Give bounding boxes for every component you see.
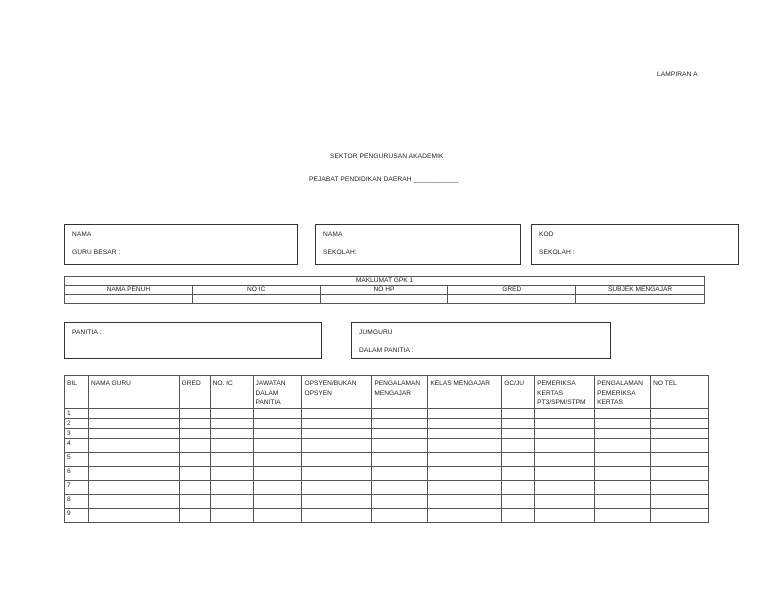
header-kelas-mengajar: KELAS MENGAJAR (428, 376, 502, 409)
panitia-label: PANITIA : (72, 329, 102, 336)
table-cell[interactable] (535, 428, 595, 438)
table-cell[interactable] (88, 508, 179, 522)
nama-sekolah-label-2: SEKOLAH: (323, 249, 357, 256)
table-cell[interactable] (651, 508, 709, 522)
lampiran-label: LAMPIRAN A (657, 71, 698, 78)
table-cell[interactable] (651, 438, 709, 452)
table-cell[interactable] (253, 466, 302, 480)
table-cell[interactable] (302, 494, 372, 508)
table-cell[interactable] (651, 480, 709, 494)
table-cell[interactable] (372, 466, 428, 480)
table-cell[interactable] (372, 452, 428, 466)
table-cell[interactable] (179, 494, 210, 508)
table-cell[interactable] (372, 418, 428, 428)
panitia-box[interactable] (64, 322, 322, 359)
table-cell[interactable] (651, 466, 709, 480)
table-cell[interactable] (535, 494, 595, 508)
table-row (65, 418, 709, 428)
table-cell[interactable] (535, 438, 595, 452)
table-cell[interactable] (253, 418, 302, 428)
row-number: 1 (65, 408, 89, 418)
gpk-cell[interactable] (576, 295, 705, 304)
header-gred: GRED (179, 376, 210, 409)
table-cell[interactable] (302, 438, 372, 452)
table-cell[interactable] (502, 408, 535, 418)
table-cell[interactable] (502, 418, 535, 428)
kod-sekolah-label-2: SEKOLAH : (539, 249, 575, 256)
table-cell[interactable] (210, 418, 253, 428)
table-cell[interactable] (253, 438, 302, 452)
document-subtitle: PEJABAT PENDIDIKAN DAERAH ____________ (309, 176, 459, 183)
table-cell[interactable] (535, 418, 595, 428)
header-no-tel: NO TEL (651, 376, 709, 409)
table-cell[interactable] (88, 480, 179, 494)
table-cell[interactable] (179, 466, 210, 480)
table-cell[interactable] (88, 408, 179, 418)
table-cell[interactable] (253, 428, 302, 438)
table-cell[interactable] (179, 418, 210, 428)
table-cell[interactable] (372, 494, 428, 508)
table-cell[interactable] (595, 428, 651, 438)
table-cell[interactable] (253, 494, 302, 508)
jumlah-guru-label-1: JUMGURU (359, 329, 393, 336)
header-opsyen: OPSYEN/BUKAN OPSYEN (302, 376, 372, 409)
table-row (65, 438, 709, 452)
table-cell[interactable] (535, 408, 595, 418)
nama-guru-besar-box[interactable] (64, 224, 298, 265)
table-cell[interactable] (302, 452, 372, 466)
table-cell[interactable] (210, 466, 253, 480)
table-row (65, 494, 709, 508)
gpk-cell[interactable] (320, 295, 448, 304)
row-number: 8 (65, 494, 89, 508)
header-pengalaman-mengajar: PENGALAMAN MENGAJAR (372, 376, 428, 409)
table-cell[interactable] (428, 480, 502, 494)
table-row (65, 508, 709, 522)
gpk-col-subjek: SUBJEK MENGAJAR (576, 286, 705, 295)
table-cell[interactable] (210, 428, 253, 438)
table-cell[interactable] (88, 494, 179, 508)
table-cell[interactable] (651, 494, 709, 508)
table-cell[interactable] (595, 480, 651, 494)
table-cell[interactable] (88, 428, 179, 438)
header-pengalaman-pemeriksa: PENGALAMAN PEMERIKSA KERTAS (595, 376, 651, 409)
table-cell[interactable] (428, 452, 502, 466)
table-cell[interactable] (88, 452, 179, 466)
table-cell[interactable] (595, 408, 651, 418)
table-cell[interactable] (179, 452, 210, 466)
table-cell[interactable] (595, 452, 651, 466)
row-number: 3 (65, 428, 89, 438)
table-cell[interactable] (179, 428, 210, 438)
table-cell[interactable] (88, 418, 179, 428)
table-cell[interactable] (502, 438, 535, 452)
table-row (65, 480, 709, 494)
table-cell[interactable] (428, 418, 502, 428)
table-cell[interactable] (253, 408, 302, 418)
table-cell[interactable] (302, 428, 372, 438)
gpk-col-nama-penuh: NAMA PENUH (65, 286, 193, 295)
header-bil: BIL (65, 376, 89, 409)
table-cell[interactable] (651, 452, 709, 466)
table-cell[interactable] (428, 438, 502, 452)
table-row (65, 428, 709, 438)
table-cell[interactable] (595, 438, 651, 452)
table-cell[interactable] (502, 466, 535, 480)
table-cell[interactable] (302, 418, 372, 428)
table-cell[interactable] (88, 466, 179, 480)
table-cell[interactable] (595, 508, 651, 522)
row-number: 9 (65, 508, 89, 522)
gpk-col-no-hp: NO HP (320, 286, 448, 295)
table-cell[interactable] (595, 466, 651, 480)
row-number: 5 (65, 452, 89, 466)
table-cell[interactable] (253, 480, 302, 494)
row-number: 4 (65, 438, 89, 452)
table-cell[interactable] (302, 480, 372, 494)
table-cell[interactable] (179, 408, 210, 418)
gpk-cell[interactable] (192, 295, 320, 304)
table-cell[interactable] (88, 438, 179, 452)
table-cell[interactable] (535, 480, 595, 494)
table-cell[interactable] (535, 452, 595, 466)
table-cell[interactable] (210, 480, 253, 494)
table-cell[interactable] (651, 418, 709, 428)
table-cell[interactable] (651, 408, 709, 418)
table-cell[interactable] (253, 452, 302, 466)
nama-guru-besar-label-2: GURU BESAR : (72, 249, 121, 256)
table-cell[interactable] (428, 508, 502, 522)
header-gc-ju: GC/JU (502, 376, 535, 409)
row-number: 6 (65, 466, 89, 480)
jumlah-guru-box[interactable] (351, 322, 611, 359)
row-number: 2 (65, 418, 89, 428)
gpk-cell[interactable] (65, 295, 193, 304)
table-cell[interactable] (372, 408, 428, 418)
table-cell[interactable] (428, 408, 502, 418)
table-cell[interactable] (502, 508, 535, 522)
gpk-table (64, 276, 705, 304)
gpk-title: MAKLUMAT GPK 1 (65, 277, 705, 286)
document-title: SEKTOR PENGURUSAN AKADEMIK (330, 153, 444, 160)
table-cell[interactable] (502, 452, 535, 466)
header-nama-guru: NAMA GURU (88, 376, 179, 409)
kod-sekolah-label-1: KOD (539, 231, 554, 238)
teachers-table (64, 375, 709, 523)
table-cell[interactable] (210, 508, 253, 522)
table-row (65, 408, 709, 418)
kod-sekolah-box[interactable] (531, 224, 739, 265)
table-row (65, 466, 709, 480)
table-cell[interactable] (302, 408, 372, 418)
table-cell[interactable] (210, 494, 253, 508)
nama-sekolah-box[interactable] (315, 224, 521, 265)
table-cell[interactable] (428, 494, 502, 508)
gpk-col-gred: GRED (448, 286, 576, 295)
table-cell[interactable] (210, 408, 253, 418)
table-cell[interactable] (502, 428, 535, 438)
table-cell[interactable] (302, 466, 372, 480)
header-pemeriksa-kertas: PEMERIKSA KERTAS PT3/SPM/STPM (535, 376, 595, 409)
table-cell[interactable] (535, 466, 595, 480)
gpk-col-no-ic: NO IC (192, 286, 320, 295)
table-cell[interactable] (428, 466, 502, 480)
table-cell[interactable] (372, 508, 428, 522)
table-cell[interactable] (372, 428, 428, 438)
table-row (65, 452, 709, 466)
table-cell[interactable] (210, 452, 253, 466)
table-cell[interactable] (372, 438, 428, 452)
header-no-ic: NO. IC (210, 376, 253, 409)
gpk-cell[interactable] (448, 295, 576, 304)
table-cell[interactable] (502, 494, 535, 508)
table-cell[interactable] (253, 508, 302, 522)
table-cell[interactable] (428, 428, 502, 438)
table-cell[interactable] (595, 418, 651, 428)
table-cell[interactable] (595, 494, 651, 508)
table-cell[interactable] (179, 438, 210, 452)
table-cell[interactable] (302, 508, 372, 522)
table-cell[interactable] (502, 480, 535, 494)
header-jawatan: JAWATAN DALAM PANITIA (253, 376, 302, 409)
nama-sekolah-label-1: NAMA (323, 231, 343, 238)
table-cell[interactable] (535, 508, 595, 522)
table-cell[interactable] (210, 438, 253, 452)
table-cell[interactable] (651, 428, 709, 438)
row-number: 7 (65, 480, 89, 494)
nama-guru-besar-label-1: NAMA (72, 231, 92, 238)
jumlah-guru-label-2: DALAM PANITIA : (359, 347, 414, 354)
table-cell[interactable] (372, 480, 428, 494)
table-cell[interactable] (179, 508, 210, 522)
table-cell[interactable] (179, 480, 210, 494)
